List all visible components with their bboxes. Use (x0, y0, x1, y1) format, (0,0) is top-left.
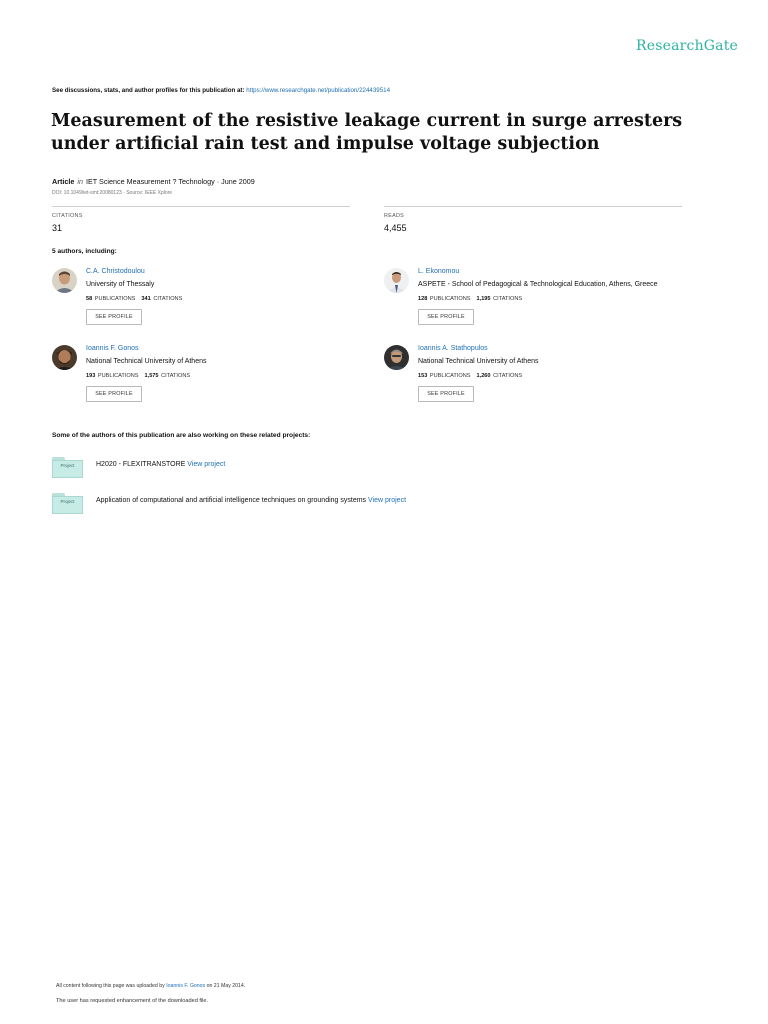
publications-label: PUBLICATIONS (94, 296, 136, 302)
project-title: Application of computational and artificial intelligence techniques on grounding systems (96, 497, 367, 504)
citations-label: CITATIONS (493, 373, 523, 379)
publication-venue: IET Science Measurement ? Technology · June 2009 (85, 177, 255, 186)
researchgate-logo[interactable]: ResearchGate (636, 38, 739, 54)
author-stats (86, 373, 190, 379)
author-citations-count: 1,195 (476, 296, 491, 302)
author-avatar[interactable] (384, 345, 409, 370)
author-card (52, 268, 382, 338)
uploader-link[interactable]: Ioannis F. Gonos (166, 983, 206, 989)
doi-source: DOI: 10.1049/iet-smt:20080123 · Source: IEEE Xplore (52, 190, 173, 196)
authors-heading: 5 authors, including: (52, 248, 117, 255)
author-card (52, 345, 382, 415)
author-avatar[interactable] (52, 345, 77, 370)
author-card (384, 268, 714, 338)
publications-label: PUBLICATIONS (97, 373, 139, 379)
author-citations-count: 341 (141, 296, 151, 302)
upload-prefix: All content following this page was uploaded by (56, 983, 165, 989)
publication-meta (52, 177, 255, 186)
author-institution: ASPETE - School of Pedagogical & Technological Education, Athens, Greece (418, 281, 658, 288)
publication-type: Article (52, 177, 75, 186)
see-profile-button[interactable]: SEE PROFILE (418, 309, 474, 325)
author-publications-count: 153 (418, 373, 428, 379)
view-project-link[interactable]: View project (368, 497, 407, 504)
citations-label: CITATIONS (153, 296, 183, 302)
reads-count: 4,455 (384, 223, 407, 233)
reads-label: READS (384, 213, 405, 219)
author-stats (418, 296, 522, 302)
divider-right (384, 206, 682, 207)
author-publications-count: 193 (86, 373, 96, 379)
see-profile-button[interactable]: SEE PROFILE (86, 386, 142, 402)
author-name-link[interactable]: Ioannis A. Stathopulos (418, 345, 488, 352)
citations-label: CITATIONS (493, 296, 523, 302)
publication-url-link[interactable]: https://www.researchgate.net/publication/224439514 (246, 87, 391, 94)
related-project-item (52, 493, 652, 517)
author-avatar[interactable] (52, 268, 77, 293)
author-institution: National Technical University of Athens (418, 358, 539, 365)
see-profile-button[interactable]: SEE PROFILE (86, 309, 142, 325)
author-institution: National Technical University of Athens (86, 358, 207, 365)
publications-label: PUBLICATIONS (429, 296, 471, 302)
see-profile-button[interactable]: SEE PROFILE (418, 386, 474, 402)
author-name-link[interactable]: Ioannis F. Gonos (86, 345, 139, 352)
author-citations-count: 1,575 (144, 373, 159, 379)
view-project-link[interactable]: View project (187, 461, 226, 468)
author-avatar[interactable] (384, 268, 409, 293)
author-card (384, 345, 714, 415)
in-word: in (77, 177, 83, 186)
divider-left (52, 206, 350, 207)
citations-count: 31 (52, 223, 63, 233)
author-publications-count: 58 (86, 296, 93, 302)
enhancement-note: The user has requested enhancement of the downloaded file. (56, 998, 209, 1004)
publication-title: Measurement of the resistive leakage current in surge arresters under artificial rain test and impulse voltage subjection (51, 111, 683, 154)
citations-label: CITATIONS (161, 373, 191, 379)
upload-suffix: on 21 May 2014. (206, 983, 246, 989)
project-folder-icon (52, 457, 83, 479)
discussions-line (52, 87, 390, 94)
author-publications-count: 128 (418, 296, 428, 302)
project-icon-label: Project (60, 499, 75, 504)
related-project-item (52, 457, 652, 481)
project-line (96, 461, 225, 468)
author-name-link[interactable]: L. Ekonomou (418, 268, 460, 275)
project-icon-label: Project (60, 463, 75, 468)
related-projects-heading: Some of the authors of this publication are also working on these related projects: (52, 432, 311, 439)
author-citations-count: 1,260 (476, 373, 491, 379)
author-stats (418, 373, 522, 379)
author-name-link[interactable]: C.A. Christodoulou (86, 268, 145, 275)
publications-label: PUBLICATIONS (429, 373, 471, 379)
project-folder-icon (52, 493, 83, 515)
discussions-label: See discussions, stats, and author profiles for this publication at: (52, 87, 245, 94)
project-title: H2020 - FLEXITRANSTORE (96, 461, 186, 468)
author-institution: University of Thessaly (86, 281, 155, 288)
project-line (96, 497, 406, 504)
citations-label: CITATIONS (52, 213, 83, 219)
upload-note (56, 983, 245, 989)
author-stats (86, 296, 182, 302)
